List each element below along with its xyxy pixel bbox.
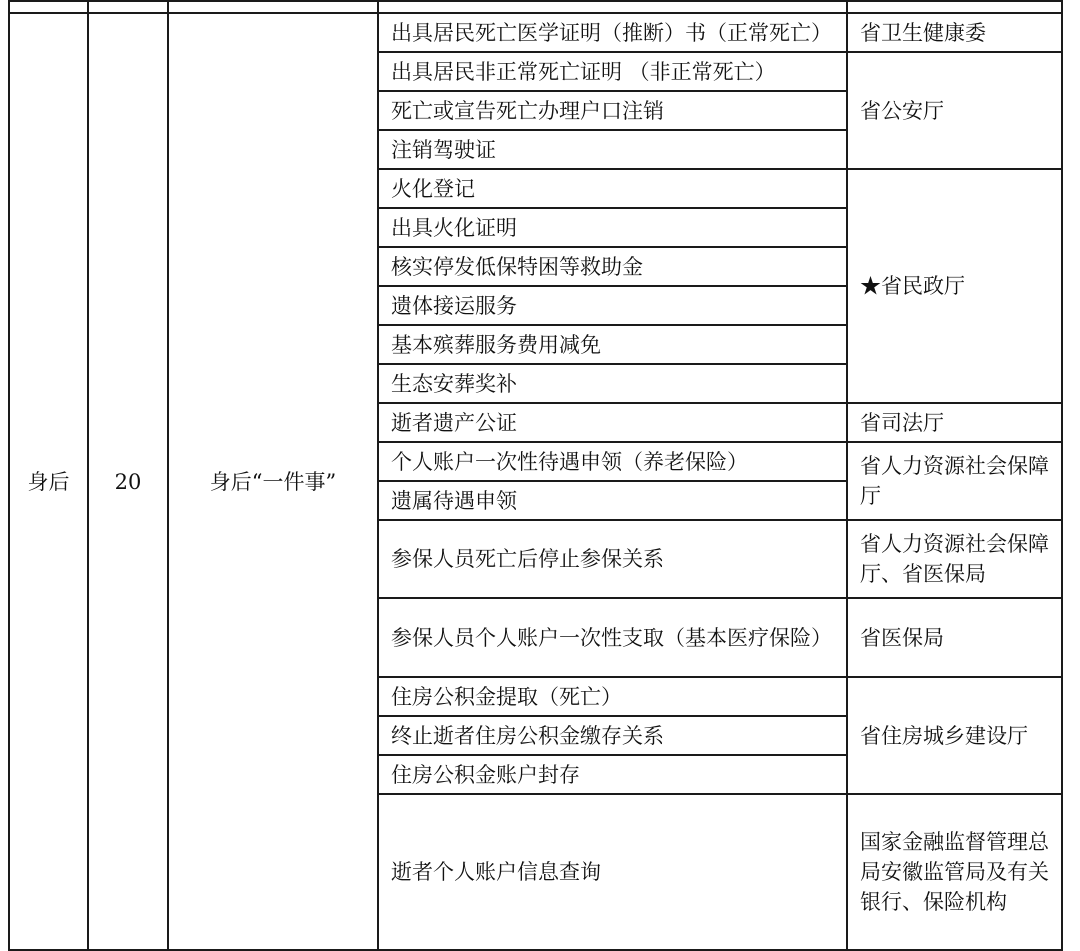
service-cell: 出具居民死亡医学证明（推断）书（正常死亡）	[378, 13, 847, 52]
number-cell: 20	[88, 13, 168, 950]
service-cell: 住房公积金账户封存	[378, 755, 847, 794]
table-top-strip	[9, 1, 1062, 13]
department-cell: 省人力资源社会保障厅、省医保局	[847, 520, 1062, 598]
department-cell: 省人力资源社会保障厅	[847, 442, 1062, 520]
service-cell: 死亡或宣告死亡办理户口注销	[378, 91, 847, 130]
service-cell: 火化登记	[378, 169, 847, 208]
item-name-cell: 身后“一件事”	[168, 13, 378, 950]
department-cell: 国家金融监督管理总局安徽监管局及有关银行、保险机构	[847, 794, 1062, 950]
service-cell: 逝者遗产公证	[378, 403, 847, 442]
service-cell: 住房公积金提取（死亡）	[378, 677, 847, 716]
department-cell: 省住房城乡建设厅	[847, 677, 1062, 794]
service-cell: 遗属待遇申领	[378, 481, 847, 520]
department-cell: 省卫生健康委	[847, 13, 1062, 52]
category-cell: 身后	[9, 13, 88, 950]
table-row	[9, 13, 1062, 52]
service-cell: 核实停发低保特困等救助金	[378, 247, 847, 286]
department-cell: 省医保局	[847, 598, 1062, 677]
department-cell: 省公安厅	[847, 52, 1062, 169]
service-cell: 出具火化证明	[378, 208, 847, 247]
service-cell: 参保人员死亡后停止参保关系	[378, 520, 847, 598]
service-cell: 遗体接运服务	[378, 286, 847, 325]
service-cell: 出具居民非正常死亡证明 （非正常死亡）	[378, 52, 847, 91]
service-cell: 生态安葬奖补	[378, 364, 847, 403]
service-cell: 注销驾驶证	[378, 130, 847, 169]
department-cell: ★省民政厅	[847, 169, 1062, 403]
department-cell: 省司法厅	[847, 403, 1062, 442]
service-cell: 逝者个人账户信息查询	[378, 794, 847, 950]
service-cell: 终止逝者住房公积金缴存关系	[378, 716, 847, 755]
service-cell: 个人账户一次性待遇申领（养老保险）	[378, 442, 847, 481]
services-table	[8, 0, 1063, 951]
service-cell: 参保人员个人账户一次性支取（基本医疗保险）	[378, 598, 847, 677]
service-cell: 基本殡葬服务费用减免	[378, 325, 847, 364]
